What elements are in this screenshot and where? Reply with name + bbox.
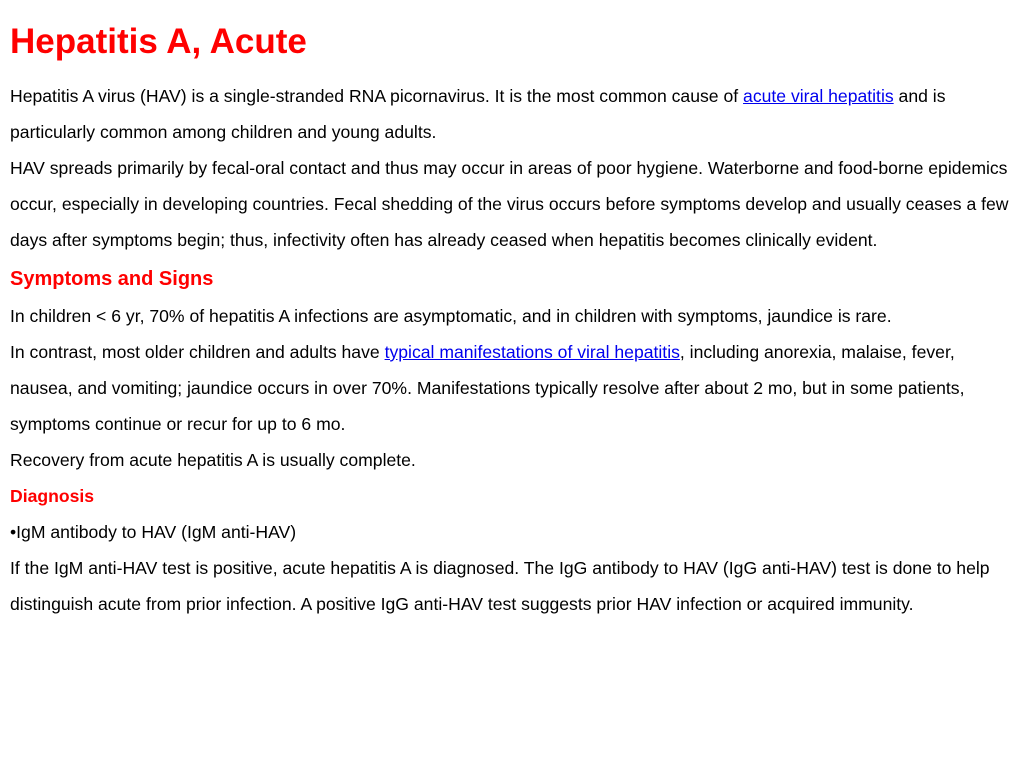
diagnosis-paragraph: If the IgM anti-HAV test is positive, acute hepatitis A is diagnosed. The IgG antibody to HAV (IgG anti-HAV) test is done to help distinguish acute from prior infection. A positive IgG anti-HAV test suggests prior HAV infection or acquired immunity. [10,558,990,614]
diagnosis-heading: Diagnosis [10,486,95,506]
intro-paragraph-1 [10,78,1016,150]
diagnosis-bullet: •IgM antibody to HAV (IgM anti-HAV) [10,522,297,542]
symptoms-text-after-link: , including anorexia, malaise, fever, nausea, and vomiting; jaundice occurs in over 70%. Manifestations typically resolve after about 2 mo, but in some patients, symptoms continue or recur for up to 6 mo. [10,342,965,434]
page-title: Hepatitis A, Acute [10,22,307,61]
intro-text-before-link: Hepatitis A virus (HAV) is a single-stranded RNA picornavirus. It is the most common cause of [10,86,744,106]
intro-text-after-link: and is particularly common among children and young adults. [10,86,946,142]
acute-viral-hepatitis-link[interactable]: acute viral hepatitis [743,86,894,106]
symptoms-heading: Symptoms and Signs [10,268,214,290]
symptoms-paragraph-2 [10,334,1016,442]
intro-paragraph-2: HAV spreads primarily by fecal-oral contact and thus may occur in areas of poor hygiene. Waterborne and food-borne epidemics occur, especially in developing countries. Fecal shedding of the virus occurs before symptoms develop and usually ceases a few days after symptoms begin; thus, infectivity often has already ceased when hepatitis becomes clinically evident. [10,158,1009,250]
symptoms-text-before-link: In contrast, most older children and adults have [10,342,385,362]
symptoms-paragraph-3: Recovery from acute hepatitis A is usually complete. [10,450,416,470]
symptoms-paragraph-1: In children < 6 yr, 70% of hepatitis A infections are asymptomatic, and in children with symptoms, jaundice is rare. [10,306,892,326]
typical-manifestations-link[interactable]: typical manifestations of viral hepatitis [384,342,680,362]
